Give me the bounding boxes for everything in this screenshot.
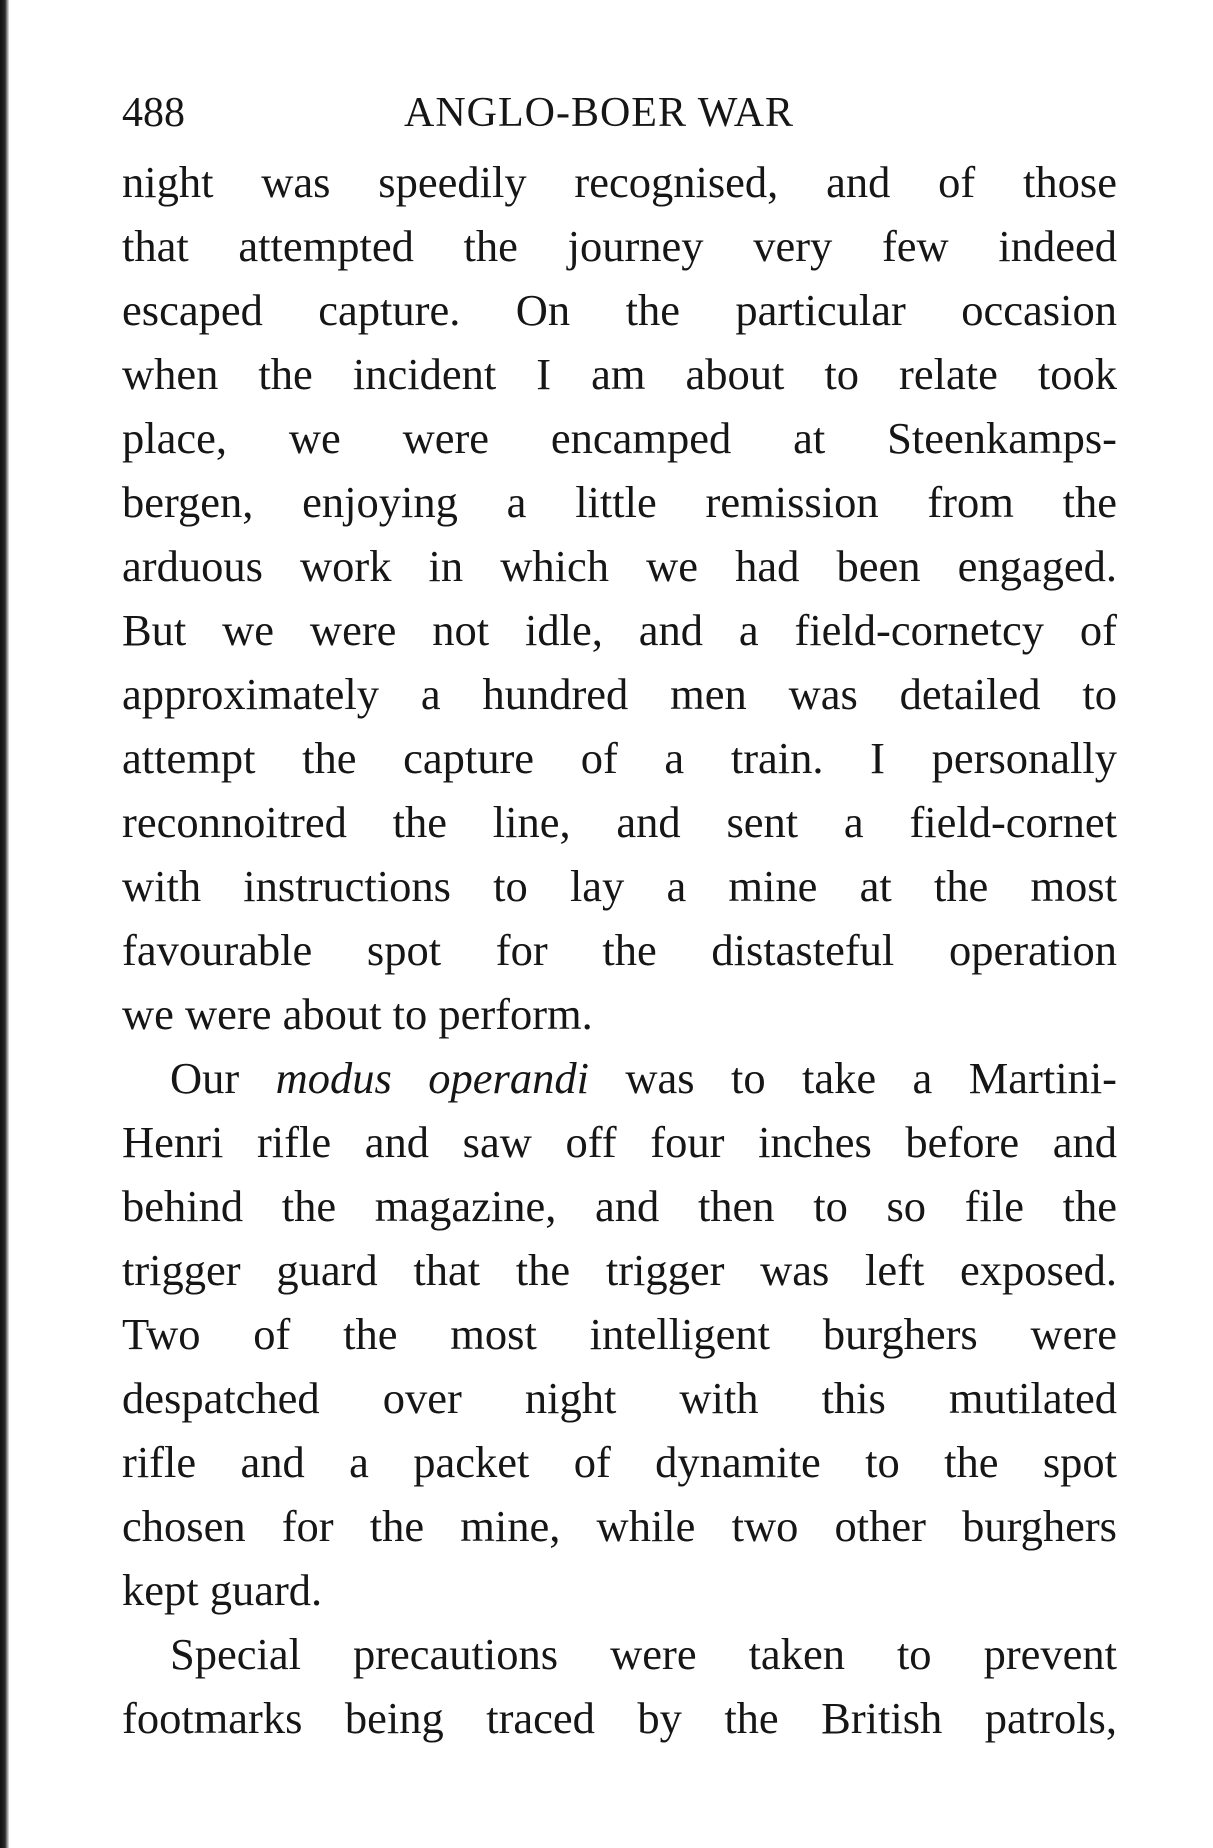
paragraph bbox=[122, 150, 1117, 1046]
text-line: kept guard. bbox=[122, 1565, 323, 1615]
text-line: attempt the capture of a train. I personally bbox=[122, 733, 1117, 783]
running-head: ANGLO-BOER WAR bbox=[404, 90, 795, 136]
text-line: chosen for the mine, while two other burghers bbox=[122, 1501, 1117, 1551]
text-line: But we were not idle, and a field-cornetcy of bbox=[122, 605, 1117, 655]
text-line: with instructions to lay a mine at the most bbox=[122, 861, 1117, 911]
text-line: behind the magazine, and then to so file the bbox=[122, 1181, 1117, 1231]
text-line bbox=[122, 1046, 1117, 1110]
text-line: despatched over night with this mutilated bbox=[122, 1373, 1117, 1423]
text-line: Special precautions were taken to prevent bbox=[170, 1629, 1117, 1679]
page-header bbox=[122, 88, 1117, 138]
text-line: approximately a hundred men was detailed to bbox=[122, 669, 1117, 719]
paragraph bbox=[122, 1622, 1117, 1750]
text-line: night was speedily recognised, and of those bbox=[122, 157, 1117, 207]
text-line: bergen, enjoying a little remission from the bbox=[122, 477, 1117, 527]
text-line: favourable spot for the distasteful operation bbox=[122, 925, 1117, 975]
text-run: Our bbox=[170, 1053, 276, 1103]
text-line: escaped capture. On the particular occasion bbox=[122, 285, 1117, 335]
text-line: rifle and a packet of dynamite to the spot bbox=[122, 1437, 1117, 1487]
text-line: Henri rifle and saw off four inches before and bbox=[122, 1117, 1117, 1167]
page-spine-shadow bbox=[0, 0, 9, 1848]
text-line: place, we were encamped at Steenkamps- bbox=[122, 413, 1117, 463]
text-line: we were about to perform. bbox=[122, 989, 593, 1039]
paragraph bbox=[122, 1046, 1117, 1622]
text-run: was to take a Martini- bbox=[588, 1053, 1117, 1103]
page-number: 488 bbox=[122, 90, 185, 136]
text-line: Two of the most intelligent burghers were bbox=[122, 1309, 1117, 1359]
text-line: reconnoitred the line, and sent a field-cornet bbox=[122, 797, 1117, 847]
text-line: when the incident I am about to relate took bbox=[122, 349, 1117, 399]
text-line: arduous work in which we had been engaged. bbox=[122, 541, 1117, 591]
text-line: that attempted the journey very few indeed bbox=[122, 221, 1117, 271]
body-text bbox=[122, 150, 1117, 1750]
text-line: footmarks being traced by the British patrols, bbox=[122, 1693, 1117, 1743]
italic-phrase: modus operandi bbox=[275, 1053, 589, 1103]
text-line: trigger guard that the trigger was left exposed. bbox=[122, 1245, 1117, 1295]
